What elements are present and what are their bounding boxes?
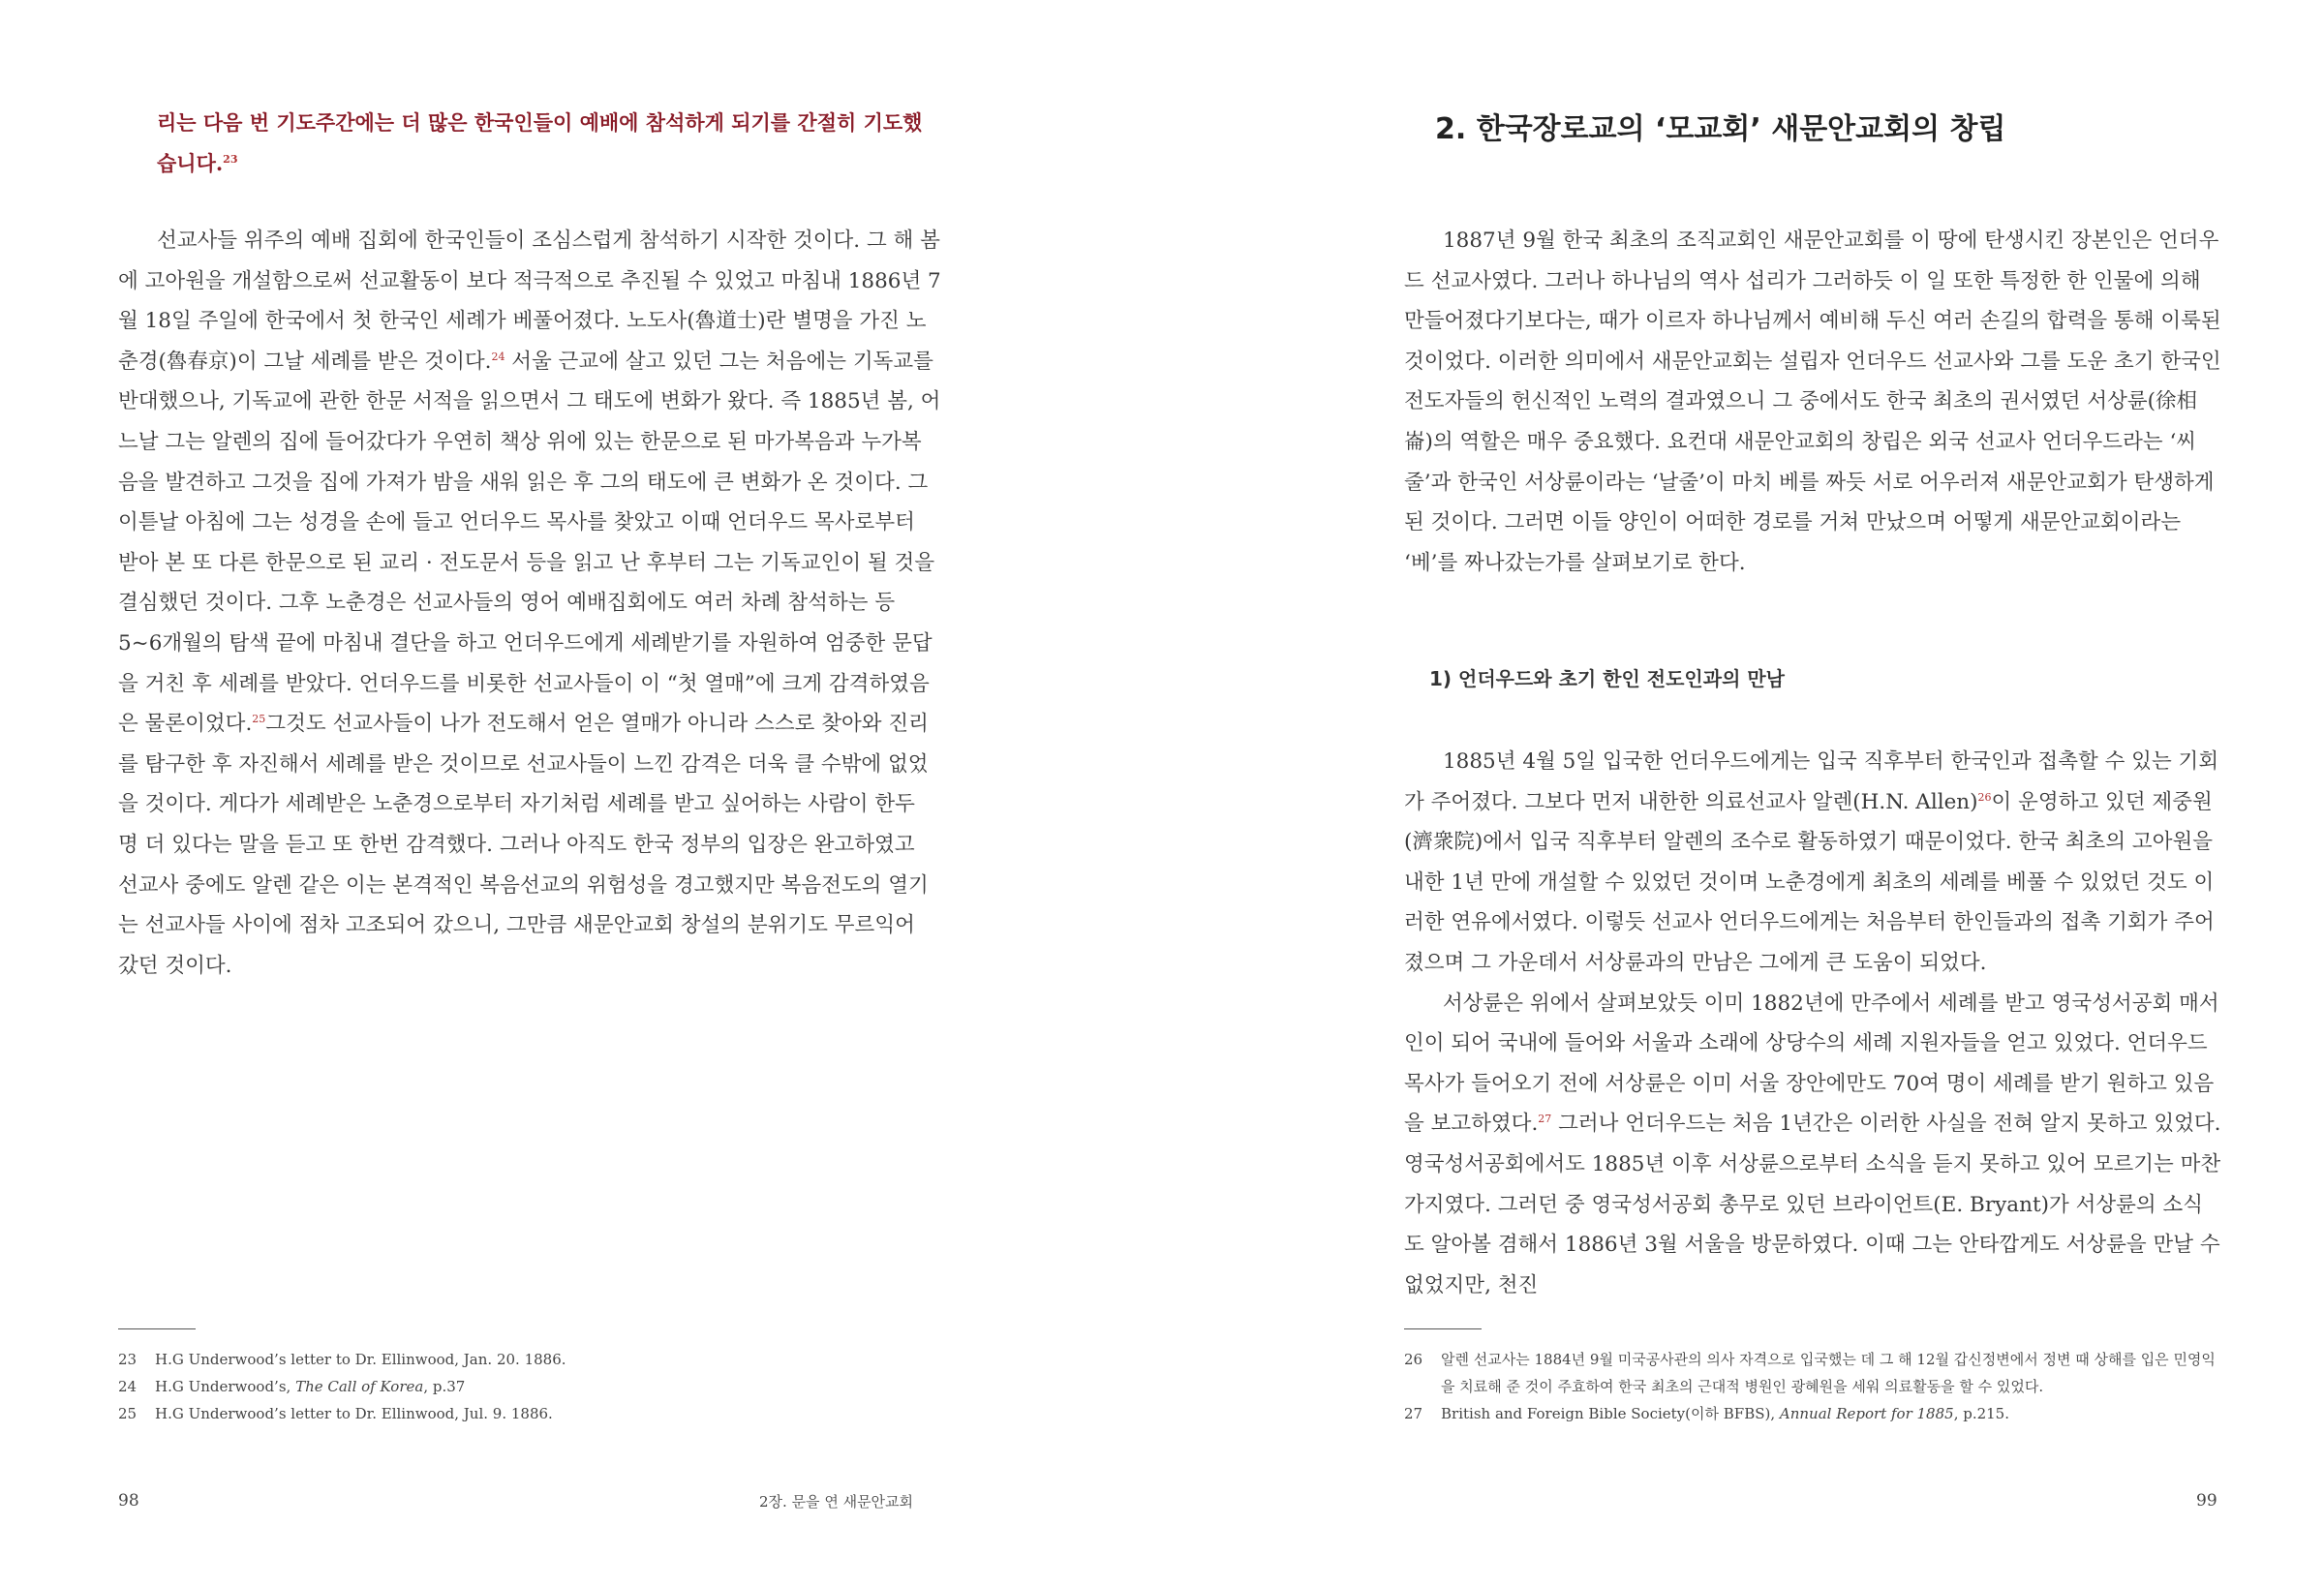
footnote-ref-25[interactable]: 25 [252,712,266,725]
footnote-ref-27[interactable]: 27 [1538,1113,1552,1126]
footnote-item: 25 H.G Underwood’s letter to Dr. Ellinwood, Jul. 9. 1886. [118,1405,553,1422]
paragraph: 서상륜은 위에서 살펴보았듯 이미 1882년에 만주에서 세례를 받고 영국성서공회 매서인이 되어 국내에 들어와 서울과 소래에 상당수의 세례 지원자들을 얻고 있었다. 언더우드 목사가 들어오기 전에 서상륜은 이미 서울 장안에만도 70여 명이 세례를 받기 원하고 있음을 보고하였다.$^{27}$ 그러나 언더우드는 처음 1년간은 이러한 사실을 전혀 알지 못하고 있었다. 영국성서공회에서도 1885년 이후 서상륜으로부터 소식을 듣지 못하고 있어 모르기는 마찬가지였다. 그러던 중 영국성서공회 총무로 있던 브라이언트(E. Bryant)가 서상륜의 소식도 알아볼 겸해서 1886년 3월 서울을 방문하였다. 이때 그는 안타깝게도 서상륜을 만날 수 없었지만, 천진 [1404,991,2221,1297]
paragraph: 1885년 4월 5일 입국한 언더우드에게는 입국 직후부터 한국인과 접촉할 수 있는 기회가 주어졌다. 그보다 먼저 내한한 의료선교사 알렌(H.N. Allen)$^{26}$이 운영하고 있던 제중원(濟衆院)에서 입국 직후부터 알렌의 조수로 활동하였기 때문이었다. 한국 최초의 고아원을 내한 1년 만에 개설할 수 있었던 것이며 노춘경에게 최초의 세례를 베풀 수 있었던 것도 이러한 연유에서였다. 이렇듯 선교사 언더우드에게는 처음부터 한인들과의 접촉 기회가 주어졌으며 그 가운데서 서상륜과의 만남은 그에게 큰 도움이 되었다. [1404,749,2219,975]
section-heading: 2. 한국장로교의 ‘모교회’ 새문안교회의 창립 [1435,112,2006,146]
left-body-text [118,221,941,986]
page-number: 99 [2196,1491,2217,1511]
footnote-item: 23 H.G Underwood’s letter to Dr. Ellinwood, Jan. 20. 1886. [118,1351,566,1368]
left-footnotes [118,1346,932,1427]
right-page [1404,0,2221,1587]
block-quote: 리는 다음 번 기도주간에는 더 많은 한국인들이 예배에 참석하게 되기를 간절히 기도했습니다.$^{23}$ [157,110,923,175]
right-footnotes [1404,1346,2221,1427]
right-body-intro [1404,221,2221,583]
footnote-ref-23[interactable]: 23 [223,153,238,166]
footnote-rule [118,1328,196,1329]
footnote-ref-24[interactable]: 24 [491,350,505,363]
page-number: 98 [118,1491,139,1511]
footnote-item: 26 알렌 선교사는 1884년 9월 미국공사관의 의사 자격으로 입국했는 데 그 해 12월 갑신정변에서 정변 때 상해를 입은 민영익을 치료해 준 것이 주효하여 한국 최초의 근대적 병원인 광혜원을 세워 의료활동을 할 수 있었다. [1404,1351,2216,1395]
footnote-item: 24 H.G Underwood’s, The Call of Korea, p.37 [118,1378,466,1395]
subsection-heading: 1) 언더우드와 초기 한인 전도인과의 만남 [1429,667,1785,690]
left-page [118,0,941,1587]
paragraph: 1887년 9월 한국 최초의 조직교회인 새문안교회를 이 땅에 탄생시킨 장본인은 언더우드 선교사였다. 그러나 하나님의 역사 섭리가 그러하듯 이 일 또한 특정한 한 인물에 의해 만들어졌다기보다는, 때가 이르자 하나님께서 예비해 두신 여러 손길의 합력을 통해 이룩된 것이었다. 이러한 의미에서 새문안교회는 설립자 언더우드 선교사와 그를 도운 초기 한국인 전도자들의 헌신적인 노력의 결과였으니 그 중에서도 한국 최초의 권서였던 서상륜(徐相崙)의 역할은 매우 중요했다. 요컨대 새문안교회의 창립은 외국 선교사 언더우드라는 ‘씨줄’과 한국인 서상륜이라는 ‘날줄’이 마치 베를 짜듯 서로 어우러져 새문안교회가 탄생하게 된 것이다. 그러면 이들 양인이 어떠한 경로를 거쳐 만났으며 어떻게 새문안교회이라는 ‘베’를 짜나갔는가를 살펴보기로 한다. [1404,229,2221,575]
footnote-item: 27 British and Foreign Bible Society(이하 BFBS), Annual Report for 1885, p.215. [1404,1405,2009,1422]
footnote-ref-26[interactable]: 26 [1977,790,1992,804]
footnote-rule [1404,1328,1482,1329]
paragraph: 선교사들 위주의 예배 집회에 한국인들이 조심스럽게 참석하기 시작한 것이다. 그 해 봄에 고아원을 개설함으로써 선교활동이 보다 적극적으로 추진될 수 있었고 마침내 1886년 7월 18일 주일에 한국에서 첫 한국인 세례가 베풀어졌다. 노도사(魯道士)란 별명을 가진 노춘경(魯春京)이 그날 세례를 받은 것이다.$^{24}$ 서울 근교에 살고 있던 그는 처음에는 기독교를 반대했으나, 기독교에 관한 한문 서적을 읽으면서 그 태도에 변화가 왔다. 즉 1885년 봄, 어느날 그는 알렌의 집에 들어갔다가 우연히 책상 위에 있는 한문으로 된 마가복음과 누가복음을 발견하고 그것을 집에 가져가 밤을 새워 읽은 후 그의 태도에 큰 변화가 온 것이다. 그 이튿날 아침에 그는 성경을 손에 들고 언더우드 목사를 찾았고 이때 언더우드 목사로부터 받아 본 또 다른 한문으로 된 교리 · 전도문서 등을 읽고 난 후부터 그는 기독교인이 될 것을 결심했던 것이다. 그후 노춘경은 선교사들의 영어 예배집회에도 여러 차례 참석하는 등 5~6개월의 탐색 끝에 마침내 결단을 하고 언더우드에게 세례받기를 자원하여 엄중한 문답을 거친 후 세례를 받았다. 언더우드를 비롯한 선교사들이 이 “첫 열매”에 크게 감격하였음은 물론이었다.$^{25}$그것도 선교사들이 나가 전도해서 얻은 열매가 아니라 스스로 찾아와 진리를 탐구한 후 자진해서 세례를 받은 것이므로 선교사들이 느낀 감격은 더욱 클 수밖에 없었을 것이다. 게다가 세례받은 노춘경으로부터 자기처럼 세례를 받고 싶어하는 사람이 한두 명 더 있다는 말을 듣고 또 한번 감격했다. 그러나 아직도 한국 정부의 입장은 완고하였고 선교사 중에도 알렌 같은 이는 본격적인 복음선교의 위험성을 경고했지만 복음전도의 열기는 선교사들 사이에 점차 고조되어 갔으니, 그만큼 새문안교회 창설의 분위기도 무르익어 갔던 것이다. [118,229,941,978]
right-body-text [1404,742,2221,1305]
running-header: 2장. 문을 연 새문안교회 [759,1493,914,1511]
